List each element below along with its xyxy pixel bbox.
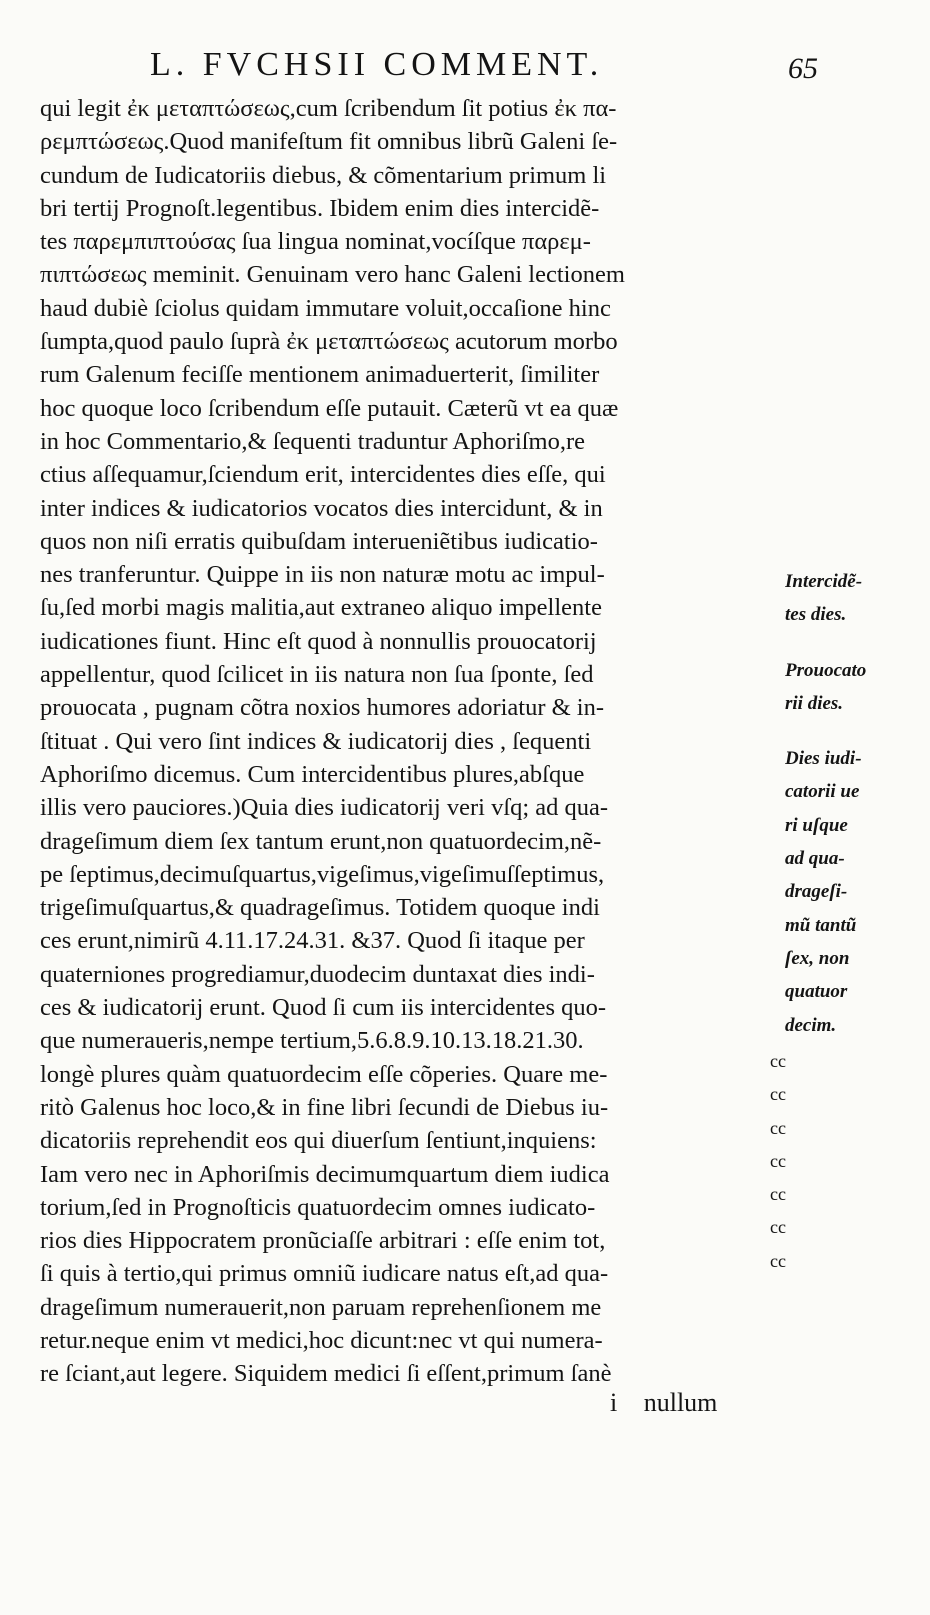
catchword-line: [610, 1388, 717, 1418]
quotation-marks: [770, 1045, 810, 1278]
margin-note-line: rii dies.: [785, 692, 844, 714]
text-line: ritò Galenus hoc loco,& in fine libri ſecundi de Diebus iu-: [40, 1093, 609, 1121]
text-line: quos non niſi erratis quibuſdam interueniẽtibus iudicatio-: [40, 527, 598, 555]
text-line: re ſciant,aut legere. Siquidem medici ſi eſſent,primum ſanè: [40, 1360, 612, 1388]
margin-note: [785, 742, 930, 1042]
text-line: longè plures quàm quatuordecim eſſe cõperies. Quare me-: [40, 1060, 608, 1088]
margin-note-line: ri uſque: [785, 814, 848, 836]
text-line: ſtituat . Qui vero ſint indices & iudicatorij dies , ſequenti: [40, 727, 592, 755]
margin-note-line: Dies iudi-: [785, 748, 862, 770]
margin-note-line: mũ tantũ: [785, 914, 857, 936]
text-line: ſi quis à tertio,qui primus omniũ iudicare natus eſt,ad qua-: [40, 1260, 609, 1288]
text-line: que numeraueris,nempe tertium,5.6.8.9.10.13.18.21.30.: [40, 1027, 584, 1055]
text-line: Aphoriſmo dicemus. Cum intercidentibus plures,abſque: [40, 760, 585, 788]
text-line: hoc quoque loco ſcribendum eſſe putauit. Cæterũ vt ea quæ: [40, 394, 619, 422]
quotation-mark: cc: [770, 1117, 786, 1138]
body-text: [40, 92, 770, 1391]
text-line: πιπτώσεως meminit. Genuinam vero hanc Galeni lectionem: [40, 261, 625, 289]
catchword: nullum: [643, 1388, 718, 1417]
text-line: in hoc Commentario,& ſequenti traduntur Aphoriſmo,re: [40, 427, 586, 455]
margin-note-line: quatuor: [785, 981, 848, 1003]
text-line: pe ſeptimus,decimuſquartus,vigeſimus,vigeſimuſſeptimus,: [40, 860, 605, 888]
text-line: ſu,ſed morbi magis malitia,aut extraneo aliquo impellente: [40, 594, 602, 622]
text-line: bri tertij Prognoſt.legentibus. Ibidem enim dies intercidẽ-: [40, 194, 600, 222]
text-line: rum Galenum feciſſe mentionem animaduerterit, ſimiliter: [40, 361, 600, 389]
quotation-mark: cc: [770, 1150, 786, 1171]
text-line: ſumpta,quod paulo ſuprà ἐκ μεταπτώσεως acutorum morbo: [40, 328, 618, 356]
text-line: inter indices & iudicatorios vocatos dies intercidunt, & in: [40, 494, 603, 522]
quotation-mark: cc: [770, 1250, 786, 1271]
text-line: nes tranferuntur. Quippe in iis non naturæ motu ac impul-: [40, 561, 605, 589]
margin-note-line: Prouocato: [785, 659, 867, 681]
text-line: ces erunt,nimirũ 4.11.17.24.31. &37. Quod ſi itaque per: [40, 927, 585, 955]
text-line: retur.neque enim vt medici,hoc dicunt:nec vt qui numera-: [40, 1326, 603, 1354]
margin-note-line: tes dies.: [785, 604, 847, 626]
quotation-mark: cc: [770, 1217, 786, 1238]
quotation-mark: cc: [770, 1051, 786, 1071]
text-line: illis vero pauciores.)Quia dies iudicatorij veri vſq; ad qua-: [40, 794, 609, 822]
quotation-mark: cc: [770, 1084, 786, 1105]
margin-note: [785, 654, 930, 721]
text-line: haud dubiè ſciolus quidam immutare voluit,occaſione hinc: [40, 294, 611, 322]
page-number: 65: [788, 52, 818, 85]
text-line: ρεμπτώσεως.Quod manifeſtum fit omnibus librũ Galeni ſe-: [40, 128, 618, 156]
margin-note-line: Intercidẽ-: [785, 571, 863, 592]
text-line: drageſimum diem ſex tantum erunt,non quatuordecim,nẽ-: [40, 827, 602, 855]
text-line: Iam vero nec in Aphoriſmis decimumquartum diem iudica: [40, 1160, 610, 1188]
text-line: appellentur, quod ſcilicet in iis natura non ſua ſponte, ſed: [40, 661, 594, 689]
text-line: iudicationes fiunt. Hinc eſt quod à nonnullis prouocatorij: [40, 627, 597, 655]
margin-note-line: drageſi-: [785, 881, 848, 903]
text-line: torium,ſed in Prognoſticis quatuordecim omnes iudicato-: [40, 1193, 596, 1221]
text-line: quaterniones progrediamur,duodecim duntaxat dies indi-: [40, 960, 595, 988]
signature-mark: i: [610, 1388, 618, 1417]
text-line: qui legit ἐκ μεταπτώσεως,cum ſcribendum ſit potius ἐκ πα-: [40, 95, 617, 122]
margin-notes: [785, 565, 930, 1064]
text-line: cundum de Iudicatoriis diebus, & cõmentarium primum li: [40, 161, 607, 189]
text-line: tes παρεμπιπτούσας ſua lingua nominat,vocíſque παρεμ-: [40, 228, 591, 256]
text-line: ctius aſſequamur,ſciendum erit, intercidentes dies eſſe, qui: [40, 461, 606, 489]
margin-note-line: decim.: [785, 1014, 837, 1036]
margin-note-line: catorii ue: [785, 781, 860, 803]
text-line: ces & iudicatorij erunt. Quod ſi cum iis intercidentes quo-: [40, 994, 607, 1022]
quotation-mark: cc: [770, 1184, 786, 1205]
margin-note-line: ad qua-: [785, 848, 845, 870]
text-line: dicatoriis reprehendit eos qui diuerſum ſentiunt,inquiens:: [40, 1127, 597, 1155]
text-line: trigeſimuſquartus,& quadrageſimus. Totidem quoque indi: [40, 894, 600, 922]
text-line: prouocata , pugnam cõtra noxios humores adoriatur & in-: [40, 694, 605, 722]
margin-note: [785, 565, 930, 632]
margin-note-line: ſex, non: [785, 947, 850, 969]
running-title: L. FVCHSII COMMENT.: [150, 46, 604, 83]
text-line: drageſimum numerauerit,non paruam reprehenſionem me: [40, 1293, 602, 1321]
text-line: rios dies Hippocratem pronũciaſſe arbitrari : eſſe enim tot,: [40, 1227, 606, 1255]
